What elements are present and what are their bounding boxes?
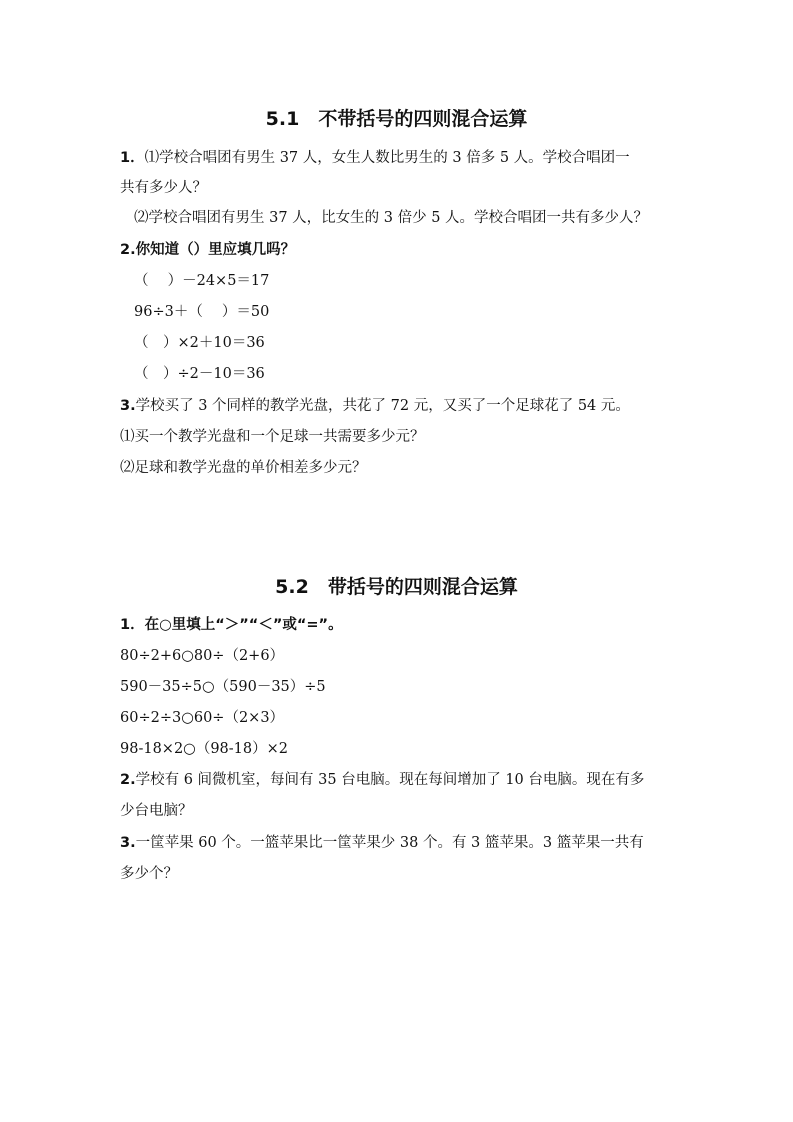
s2-q1-item: 80÷2+6○80÷（2+6） [120, 648, 285, 664]
s2-q1-item: 60÷2÷3○60÷（2×3） [120, 710, 285, 726]
s1-q1-line3: ⑵学校合唱团有男生 37 人，比女生的 3 倍少 5 人。学校合唱团一共有多少人？ [134, 210, 649, 226]
s1-q2-item: （ ）÷2－10＝36 [134, 366, 265, 382]
s2-q3-line1 [120, 831, 644, 852]
s1-q1-line2: 共有多少人？ [120, 180, 207, 196]
s2-q3-line2: 多少个？ [120, 866, 178, 882]
s2-q1-item: 98-18×2○（98-18）×2 [120, 741, 289, 757]
s1-q3-number: 3. [120, 398, 136, 414]
s2-q1-item: 590－35÷5○（590－35）÷5 [120, 679, 326, 695]
section1-title: 5.1 不带括号的四则混合运算 [265, 108, 528, 130]
s1-q3-text: 学校买了 3 个同样的教学光盘，共花了 72 元，又买了一个足球花了 54 元。 [135, 398, 630, 414]
s1-q1-line1 [120, 146, 630, 167]
s1-q2-item: （ ）×2＋10＝36 [134, 335, 265, 351]
s1-q2-item: 96÷3＋（ ）＝50 [134, 304, 270, 320]
s2-q1-title: 1．在○里填上“＞”“＜”或“=”。 [120, 617, 343, 633]
section2-title: 5.2 带括号的四则混合运算 [275, 576, 518, 598]
s1-q3-sub1: ⑴买一个教学光盘和一个足球一共需要多少元？ [120, 429, 425, 445]
s1-q1-number: 1． [120, 150, 145, 166]
s1-q3-line [120, 394, 630, 415]
s2-q2-text: 学校有 6 间微机室，每间有 35 台电脑。现在每间增加了 10 台电脑。现在有多 [135, 772, 645, 788]
s2-q3-number: 3. [120, 835, 136, 851]
s2-q2-line1 [120, 768, 644, 789]
s1-q1-text: ⑴学校合唱团有男生 37 人，女生人数比男生的 3 倍多 5 人。学校合唱团一 [144, 150, 630, 166]
s1-q2-title: 2.你知道（）里应填几吗？ [120, 242, 296, 258]
s1-q3-sub2: ⑵足球和教学光盘的单价相差多少元？ [120, 460, 367, 476]
s1-q2-item: （ ）－24×5＝17 [134, 273, 270, 289]
s2-q2-line2: 少台电脑？ [120, 803, 193, 819]
s2-q2-number: 2. [120, 772, 136, 788]
s2-q3-text: 一筐苹果 60 个。一篮苹果比一筐苹果少 38 个。有 3 篮苹果。3 篮苹果一共有 [135, 835, 644, 851]
